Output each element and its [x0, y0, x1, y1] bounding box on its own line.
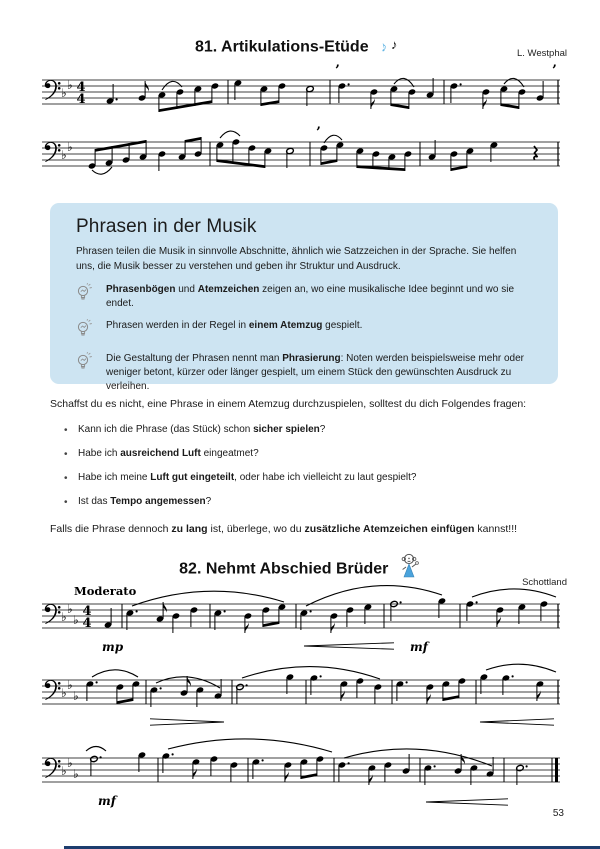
- tip-row: [76, 283, 534, 311]
- tip-text: Phrasenbögen und Atemzeichen zeigen an, wo eine musikalische Idee beginnt und wo sie endet.: [106, 284, 515, 309]
- svg-text:Moderato: Moderato: [74, 584, 137, 598]
- music-system-song-1: [42, 582, 562, 658]
- question-item: • Kann ich die Phrase (das Stück) schon sicher spielen?: [64, 424, 326, 436]
- svg-text:4: 4: [76, 92, 86, 107]
- question-item: • Habe ich ausreichend Luft eingeatmet?: [64, 448, 259, 460]
- svg-text:♭: ♭: [73, 689, 79, 703]
- music-system-etude-2: [42, 124, 562, 182]
- svg-text:♭: ♭: [61, 686, 67, 700]
- tip-row: [76, 319, 534, 344]
- eighth-notes-icon: [379, 36, 405, 59]
- music-system-song-2: [42, 660, 562, 736]
- questions-closing: Falls die Phrase dennoch zu lang ist, überlege, wo du zusätzliche Atemzeichen einfügen kannst!!!: [50, 522, 518, 535]
- svg-text:♪: ♪: [391, 37, 398, 52]
- lightbulb-icon: [76, 319, 106, 344]
- svg-text:’: ’: [552, 63, 557, 79]
- svg-text:mp: mp: [102, 640, 124, 654]
- questions-section: [50, 397, 562, 547]
- svg-text:♭: ♭: [73, 613, 79, 627]
- svg-text:mf: mf: [98, 794, 116, 808]
- question-item: • Habe ich meine Luft gut eingeteilt, oder habe ich vielleicht zu laut gespielt?: [64, 472, 417, 484]
- questions-lead: Schaffst du es nicht, eine Phrase in einem Atemzug durchzuspielen, solltest du dich Folgendes fragen:: [50, 398, 527, 410]
- page-number: 53: [552, 808, 564, 819]
- svg-text:♭: ♭: [67, 602, 73, 616]
- svg-text:’: ’: [335, 63, 340, 79]
- lightbulb-icon: [76, 283, 106, 308]
- piece82-origin: Schottland: [522, 577, 567, 588]
- svg-text:♭: ♭: [61, 764, 67, 778]
- music-system-etude-1: [42, 62, 562, 120]
- music-system-song-3: [42, 738, 562, 816]
- question-item: • Ist das Tempo angemessen?: [64, 496, 212, 508]
- tip-text: Phrasen werden in der Regel in einem Atemzug gespielt.: [106, 320, 363, 331]
- piece81-title: 81. Artikulations-Etüde: [194, 38, 369, 56]
- info-box-intro: Phrasen teilen die Musik in sinnvolle Abschnitte, ähnlich wie Satzzeichen in der Sprache. Sie helfen uns, die Musik besser zu verstehen und geben ihr Struktur und Ausdruck.: [76, 246, 517, 272]
- svg-text:4: 4: [82, 604, 92, 619]
- svg-text:♭: ♭: [67, 678, 73, 692]
- tip-row: [76, 352, 534, 394]
- svg-text:♭: ♭: [61, 610, 67, 624]
- svg-text:♭: ♭: [73, 767, 79, 781]
- svg-text:mf: mf: [410, 640, 428, 654]
- svg-text:4: 4: [76, 80, 86, 95]
- bullet-dot: •: [64, 448, 68, 460]
- piece82-title: 82. Nehmt Abschied Brüder: [179, 560, 389, 578]
- svg-text:♭: ♭: [67, 756, 73, 770]
- svg-text:♪: ♪: [379, 37, 389, 54]
- info-box-heading: Phrasen in der Musik: [76, 216, 257, 237]
- bullet-dot: •: [64, 496, 68, 508]
- svg-text:♭: ♭: [61, 148, 67, 162]
- info-box: [50, 203, 558, 392]
- piece81-title-row: [0, 36, 600, 59]
- piece81-composer: L. Westphal: [517, 48, 567, 59]
- tip-text: Die Gestaltung der Phrasen nennt man Phrasierung: Noten werden beispielsweise mehr oder weniger betont, kürzer oder länger gespielt, um einem Stück den gewünschten Ausdruck zu verleihen.: [106, 353, 525, 392]
- svg-text:♭: ♭: [67, 140, 73, 154]
- lightbulb-icon: [76, 352, 106, 377]
- svg-text:4: 4: [82, 616, 92, 631]
- bullet-dot: •: [64, 424, 68, 436]
- svg-text:’: ’: [316, 125, 321, 141]
- svg-text:♭: ♭: [67, 78, 73, 92]
- svg-text:♭: ♭: [61, 86, 67, 100]
- bullet-dot: •: [64, 472, 68, 484]
